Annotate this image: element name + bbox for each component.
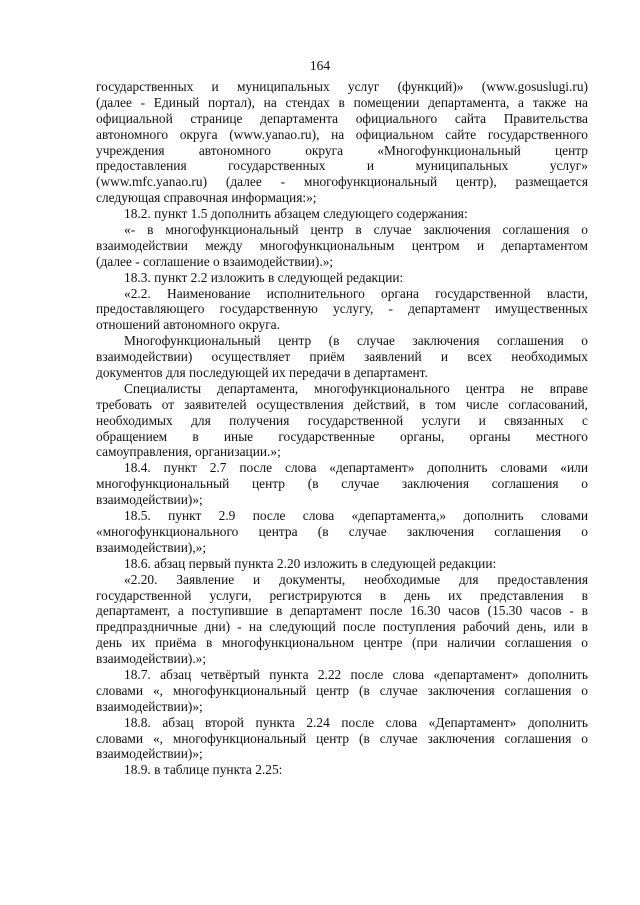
text-line: 18.4. пункт 2.7 после слова «департамент» дополнить словами «или xyxy=(124,460,588,476)
text-line: официальной странице департамента официального сайта Правительства xyxy=(96,110,588,126)
text-line: (www.mfc.yanao.ru) (далее - многофункциональный центр), размещается xyxy=(96,174,588,190)
text-line: предоставления государственных и муниципальных услуг» xyxy=(96,158,588,174)
text-line: 18.6. абзац первый пункта 2.20 изложить в следующей редакции: xyxy=(124,555,497,571)
text-line: департамент, а поступившие в департамент после 16.30 часов (15.30 часов - в xyxy=(96,603,588,619)
text-line: 18.3. пункт 2.2 изложить в следующей редакции: xyxy=(124,269,404,285)
text-line: взаимодействии между многофункциональным центром и департаментом xyxy=(96,237,588,253)
document-body xyxy=(96,79,588,778)
text-line: государственной услуги, регистрируются в день их представления в xyxy=(96,587,588,603)
text-line: 18.8. абзац второй пункта 2.24 после слова «Департамент» дополнить xyxy=(124,714,588,730)
text-line: государственных и муниципальных услуг (функций)» (www.gosuslugi.ru) xyxy=(96,79,588,94)
text-line: 18.7. абзац четвёртый пункта 2.22 после слова «департамент» дополнить xyxy=(124,666,588,682)
text-line: словами «, многофункциональный центр (в случае заключения соглашения о xyxy=(96,682,588,698)
text-line: «2.2. Наименование исполнительного органа государственной власти, xyxy=(124,285,588,301)
text-line: «- в многофункциональный центр в случае заключения соглашения о xyxy=(124,222,588,238)
text-line: 18.2. пункт 1.5 дополнить абзацем следующего содержания: xyxy=(124,206,468,222)
text-line: «многофункционального центра (в случае заключения соглашения о xyxy=(96,523,588,539)
text-line: учреждения автономного округа «Многофункциональный центр xyxy=(96,142,588,158)
text-line: предоставляющего государственную услугу, - департамент имущественных xyxy=(96,301,588,317)
text-line: взаимодействии).»; xyxy=(96,651,207,667)
text-line: самоуправления, организации.»; xyxy=(96,444,281,460)
text-line: многофункциональный центр (в случае заключения соглашения о xyxy=(96,476,588,492)
text-line: взаимодействии)»; xyxy=(96,492,203,508)
text-line: взаимодействии),»; xyxy=(96,539,207,555)
text-line: Специалисты департамента, многофункционального центра не вправе xyxy=(124,380,588,396)
text-line: следующая справочная информация:»; xyxy=(96,190,317,206)
text-line: (далее - соглашение о взаимодействии).»; xyxy=(96,253,334,269)
text-line: предпраздничные дни) - на следующий после поступления рабочий день, или в xyxy=(96,619,588,635)
text-line: (далее - Единый портал), на стендах в помещении департамента, а также на xyxy=(96,94,588,110)
text-line: 18.9. в таблице пункта 2.25: xyxy=(124,762,283,778)
text-line: «2.20. Заявление и документы, необходимые для предоставления xyxy=(124,571,588,587)
text-line: взаимодействии)»; xyxy=(96,746,203,762)
text-line: автономного округа (www.yanao.ru), на официальном сайте государственного xyxy=(96,126,588,142)
text-line: необходимых для получения государственной услуги и связанных с xyxy=(96,412,588,428)
text-line: требовать от заявителей осуществления действий, в том числе согласований, xyxy=(96,396,588,412)
text-line: отношений автономного округа. xyxy=(96,317,280,333)
page-number: 164 xyxy=(309,58,331,73)
text-line: взаимодействии) осуществляет приём заявлений и всех необходимых xyxy=(96,349,588,365)
text-line: обращением в иные государственные органы, органы местного xyxy=(96,428,588,444)
text-line: 18.5. пункт 2.9 после слова «департамента,» дополнить словами xyxy=(124,508,588,524)
text-line: взаимодействии)»; xyxy=(96,698,203,714)
text-line: день их приёма в многофункциональном центре (при наличии соглашения о xyxy=(96,635,588,651)
text-line: словами «, многофункциональный центр (в случае заключения соглашения о xyxy=(96,730,588,746)
text-line: документов для последующей их передачи в департамент. xyxy=(96,365,428,381)
text-line: Многофункциональный центр (в случае заключения соглашения о xyxy=(124,333,588,349)
